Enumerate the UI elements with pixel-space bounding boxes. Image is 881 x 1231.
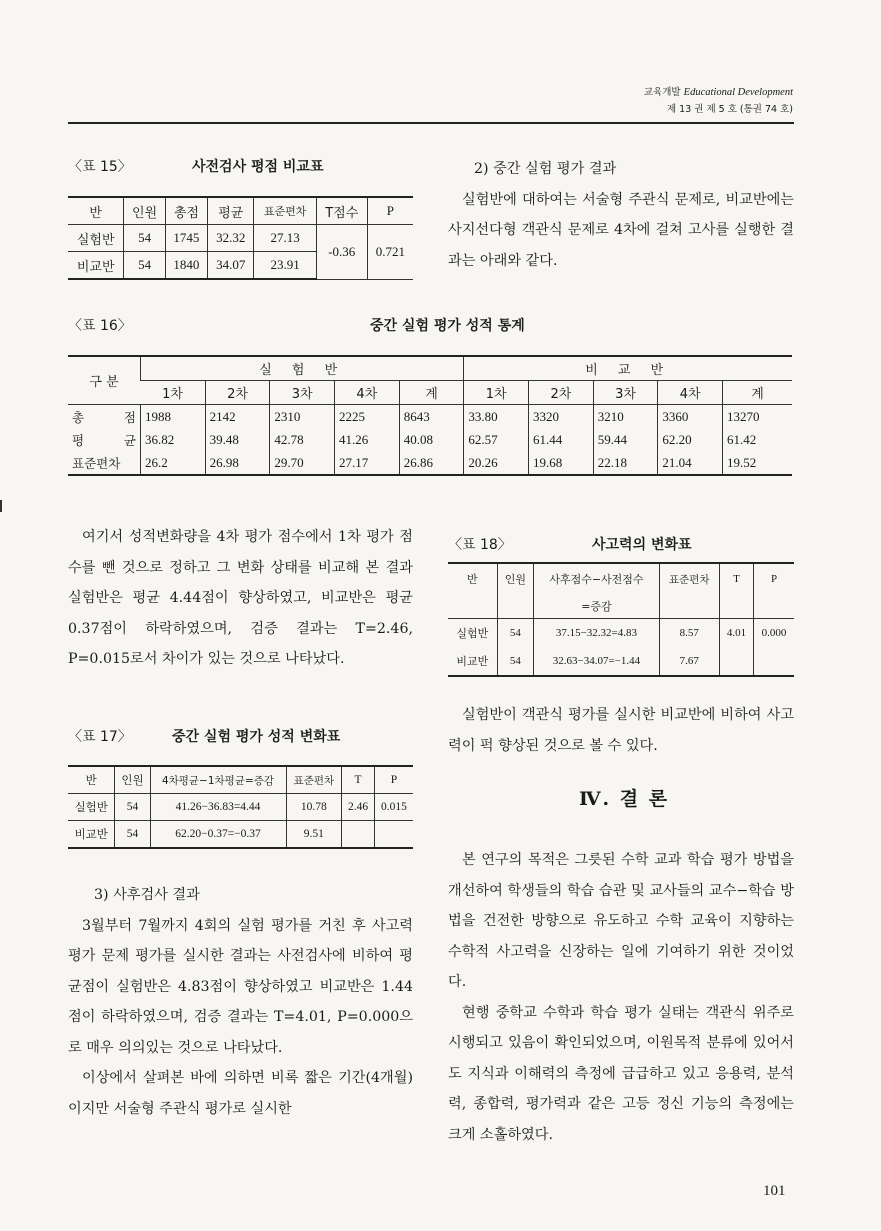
table-cell: 8643 [399, 405, 464, 429]
table-cell: 61.42 [723, 428, 792, 451]
table-header-cell: 표준편차 [286, 766, 342, 794]
table-cell: 59.44 [593, 428, 658, 451]
table-cell: 41.26−36.83=4.44 [150, 794, 286, 821]
table-cell-t: -0.36 [316, 225, 367, 280]
table18-label: 〈표 18〉 [448, 537, 512, 553]
left-column-bottom [68, 880, 413, 1124]
table-header-cell: T [719, 563, 753, 594]
table-header-cell: 반 [68, 197, 124, 225]
table-header-cell: =증감 [534, 594, 659, 619]
table-cell: 2225 [335, 405, 400, 429]
table-row-label: 평 균 [72, 432, 136, 448]
right-column-top [448, 154, 794, 276]
table-cell [342, 821, 375, 849]
journal-name-en: Educational Development [683, 87, 793, 98]
table-row [68, 428, 792, 451]
table-cell: 19.52 [723, 451, 792, 475]
right-column-conclusion [448, 845, 794, 1150]
table-cell: 26.98 [205, 451, 270, 475]
page-number: 101 [763, 1183, 786, 1199]
table-header-cell: 인원 [115, 766, 150, 794]
paragraph: 현행 중학교 수학과 학습 평가 실태는 객관식 위주로 시행되고 있음이 확인되었으며, 이원목적 분류에 있어서도 지식과 이해력의 측정에 급급하고 있고 응용력, 분석력, 종합력, 평가력과 같은 고등 정신 기능의 측정에는 크게 소홀하였다. [448, 1004, 794, 1143]
journal-name-kr: 교육개발 [643, 87, 681, 98]
subsection-heading: 2) 중간 실험 평가 결과 [474, 161, 617, 177]
table-cell: 9.51 [286, 821, 342, 849]
table-row [68, 225, 413, 252]
table-header-cell: 2차 [529, 381, 594, 405]
journal-volume: 제 13 권 제 5 호 (통권 74 호) [666, 104, 793, 115]
table-header-cell: 계 [399, 381, 464, 405]
table-row [68, 451, 792, 475]
paragraph: 본 연구의 목적은 그릇된 수학 교과 학습 평가 방법을 개선하여 학생들의 학습 습관 및 교사들의 교수−학습 방법을 건전한 방향으로 유도하고 수학 교육이 지향하는 수학적 사고력을 신장하는 일에 기여하기 위한 것이었다. [448, 852, 794, 990]
table-header-cell: 총점 [165, 197, 207, 225]
table-cell: 26.86 [399, 451, 464, 475]
table-cell: 27.13 [254, 225, 316, 252]
table-header-cell: P [367, 197, 413, 225]
table-cell: 54 [115, 794, 150, 821]
table-cell: 0.000 [754, 619, 794, 648]
table-header-row [68, 197, 413, 225]
table-row-label: 표준편차 [68, 451, 141, 475]
table-cell: 23.91 [254, 252, 316, 280]
table-header-cell: 구 분 [68, 356, 141, 405]
table16-title: 중간 실험 평가 성적 통계 [370, 318, 525, 334]
table-header-cell: 인원 [497, 563, 534, 594]
table17 [68, 765, 413, 849]
table-cell: 54 [497, 647, 534, 676]
table-header-cell: 표준편차 [659, 563, 719, 594]
table-row [448, 619, 794, 648]
right-column-mid [448, 700, 794, 761]
table-group-header: 실 험 반 [141, 356, 464, 381]
table-header-cell: T점수 [316, 197, 367, 225]
table-cell: 7.67 [659, 647, 719, 676]
table-cell: 3360 [658, 405, 723, 429]
table-header-cell: 1차 [464, 381, 529, 405]
table17-label: 〈표 17〉 [68, 729, 132, 745]
table-cell: 33.80 [464, 405, 529, 429]
table15-label: 〈표 15〉 [68, 159, 132, 175]
table-cell: 2.46 [342, 794, 375, 821]
table-cell: 비교반 [68, 821, 115, 849]
table-cell: 19.68 [529, 451, 594, 475]
table-row [68, 405, 792, 429]
table-cell: 2310 [270, 405, 335, 429]
table-cell: 8.57 [659, 619, 719, 648]
table-cell: 실험반 [456, 627, 489, 640]
table-header-cell: 인원 [124, 197, 165, 225]
table-cell: 39.48 [205, 428, 270, 451]
table16 [68, 355, 792, 476]
table-cell: 3320 [529, 405, 594, 429]
table-header-row [68, 381, 792, 405]
table18 [448, 562, 794, 677]
table-cell: 34.07 [208, 252, 254, 280]
table-cell: 1840 [165, 252, 207, 280]
margin-mark [0, 500, 2, 512]
table-header-cell: 4차 [335, 381, 400, 405]
table-header-cell: 표준편차 [254, 197, 316, 225]
table15-title: 사전검사 평점 비교표 [192, 159, 324, 175]
table16-label: 〈표 16〉 [68, 318, 132, 334]
table-group-header: 비 교 반 [464, 356, 792, 381]
paragraph: 3월부터 7월까지 4회의 실험 평가를 거친 후 사고력 평가 문제 평가를 실시한 결과는 사전검사에 비하여 평균점이 실험반은 4.83점이 향상하였고 비교반은 1.44점이 하락하였으며, 검증 결과는 T=4.01, P=0.000으로 매우 의의있는 것으로 나타났다. [68, 917, 413, 1056]
table-cell: 비교반 [448, 647, 497, 676]
table-cell: 29.70 [270, 451, 335, 475]
table-cell: 21.04 [658, 451, 723, 475]
table-header-row [68, 766, 413, 794]
table-cell: 36.82 [141, 428, 206, 451]
table-cell: 3210 [593, 405, 658, 429]
table-cell: 4.01 [719, 619, 753, 648]
paragraph: 실험반이 객관식 평가를 실시한 비교반에 비하여 사고력이 퍽 향상된 것으로 볼 수 있다. [448, 707, 794, 754]
table-cell: 61.44 [529, 428, 594, 451]
table-cell: 54 [497, 619, 534, 648]
table-cell: 54 [124, 225, 165, 252]
table-cell: 37.15−32.32=4.83 [534, 619, 659, 648]
table-cell-p: 0.721 [367, 225, 413, 280]
table-cell: 2142 [205, 405, 270, 429]
table-cell: 62.20−0.37=−0.37 [150, 821, 286, 849]
table-header-cell: 4차 [658, 381, 723, 405]
header-rule [68, 122, 794, 124]
table-cell: 62.20 [658, 428, 723, 451]
table-cell: 20.26 [464, 451, 529, 475]
table-header-cell: 2차 [205, 381, 270, 405]
table-header-cell: 1차 [141, 381, 206, 405]
table-cell: 1988 [141, 405, 206, 429]
table-cell: 42.78 [270, 428, 335, 451]
table-row [68, 821, 413, 849]
table-row [68, 794, 413, 821]
paragraph: 실험반에 대하여는 서술형 주관식 문제로, 비교반에는 사지선다형 객관식 문제로 4차에 걸쳐 고사를 실행한 결과는 아래와 같다. [448, 191, 794, 269]
table-cell: 22.18 [593, 451, 658, 475]
table-cell: 32.63−34.07=−1.44 [534, 647, 659, 676]
table18-title: 사고력의 변화표 [592, 537, 692, 553]
table-header-cell: P [754, 563, 794, 594]
table-cell: 32.32 [208, 225, 254, 252]
table-header-row [68, 356, 792, 381]
table-header-row [448, 594, 794, 619]
paragraph: 이상에서 살펴본 바에 의하면 비록 짧은 기간(4개월)이지만 서술형 주관식 평가로 실시한 [68, 1070, 413, 1117]
table17-title: 중간 실험 평가 성적 변화표 [172, 729, 341, 745]
table-cell: 41.26 [335, 428, 400, 451]
table-cell: 26.2 [141, 451, 206, 475]
table-cell: 비교반 [68, 252, 124, 280]
table-cell: 27.17 [335, 451, 400, 475]
table-header-cell: 평균 [208, 197, 254, 225]
table-header-cell: T [342, 766, 375, 794]
table-cell: 실험반 [68, 225, 124, 252]
subsection-heading: 3) 사후검사 결과 [94, 887, 200, 903]
table-cell [754, 647, 794, 676]
table-cell: 1745 [165, 225, 207, 252]
section-heading: Ⅳ. 결 론 [579, 788, 670, 810]
table-header-cell: 3차 [270, 381, 335, 405]
table-header-cell: 반 [448, 563, 497, 594]
table-header-cell: P [374, 766, 413, 794]
running-header [644, 84, 793, 118]
table-header-cell: 4차평균−1차평균=증감 [150, 766, 286, 794]
table-row [448, 647, 794, 676]
table-cell: 13270 [723, 405, 792, 429]
table-cell: 62.57 [464, 428, 529, 451]
table-header-cell: 계 [723, 381, 792, 405]
table-cell: 0.015 [374, 794, 413, 821]
left-column-para1 [68, 522, 413, 675]
table-header-cell: 3차 [593, 381, 658, 405]
table-row-label: 총 점 [68, 405, 141, 429]
table-header-cell: 반 [68, 766, 115, 794]
table-cell [719, 647, 753, 676]
table-cell: 실험반 [68, 794, 115, 821]
table-header-row [448, 563, 794, 594]
table-cell [374, 821, 413, 849]
table15 [68, 196, 413, 280]
table-cell: 54 [124, 252, 165, 280]
table-header-cell: 사후점수−사전점수 [534, 563, 659, 594]
table-cell: 54 [115, 821, 150, 849]
table-cell: 10.78 [286, 794, 342, 821]
table-cell: 40.08 [399, 428, 464, 451]
paragraph: 여기서 성적변화량을 4차 평가 점수에서 1차 평가 점수를 뺀 것으로 정하고 그 변화 상태를 비교해 본 결과 실험반은 평균 4.44점이 향상하였고, 비교반은 평균 0.37점이 하락하였으며, 검증 결과는 T=2.46, P=0.015로서 차이가 있는 것으로 나타났다. [68, 529, 413, 667]
